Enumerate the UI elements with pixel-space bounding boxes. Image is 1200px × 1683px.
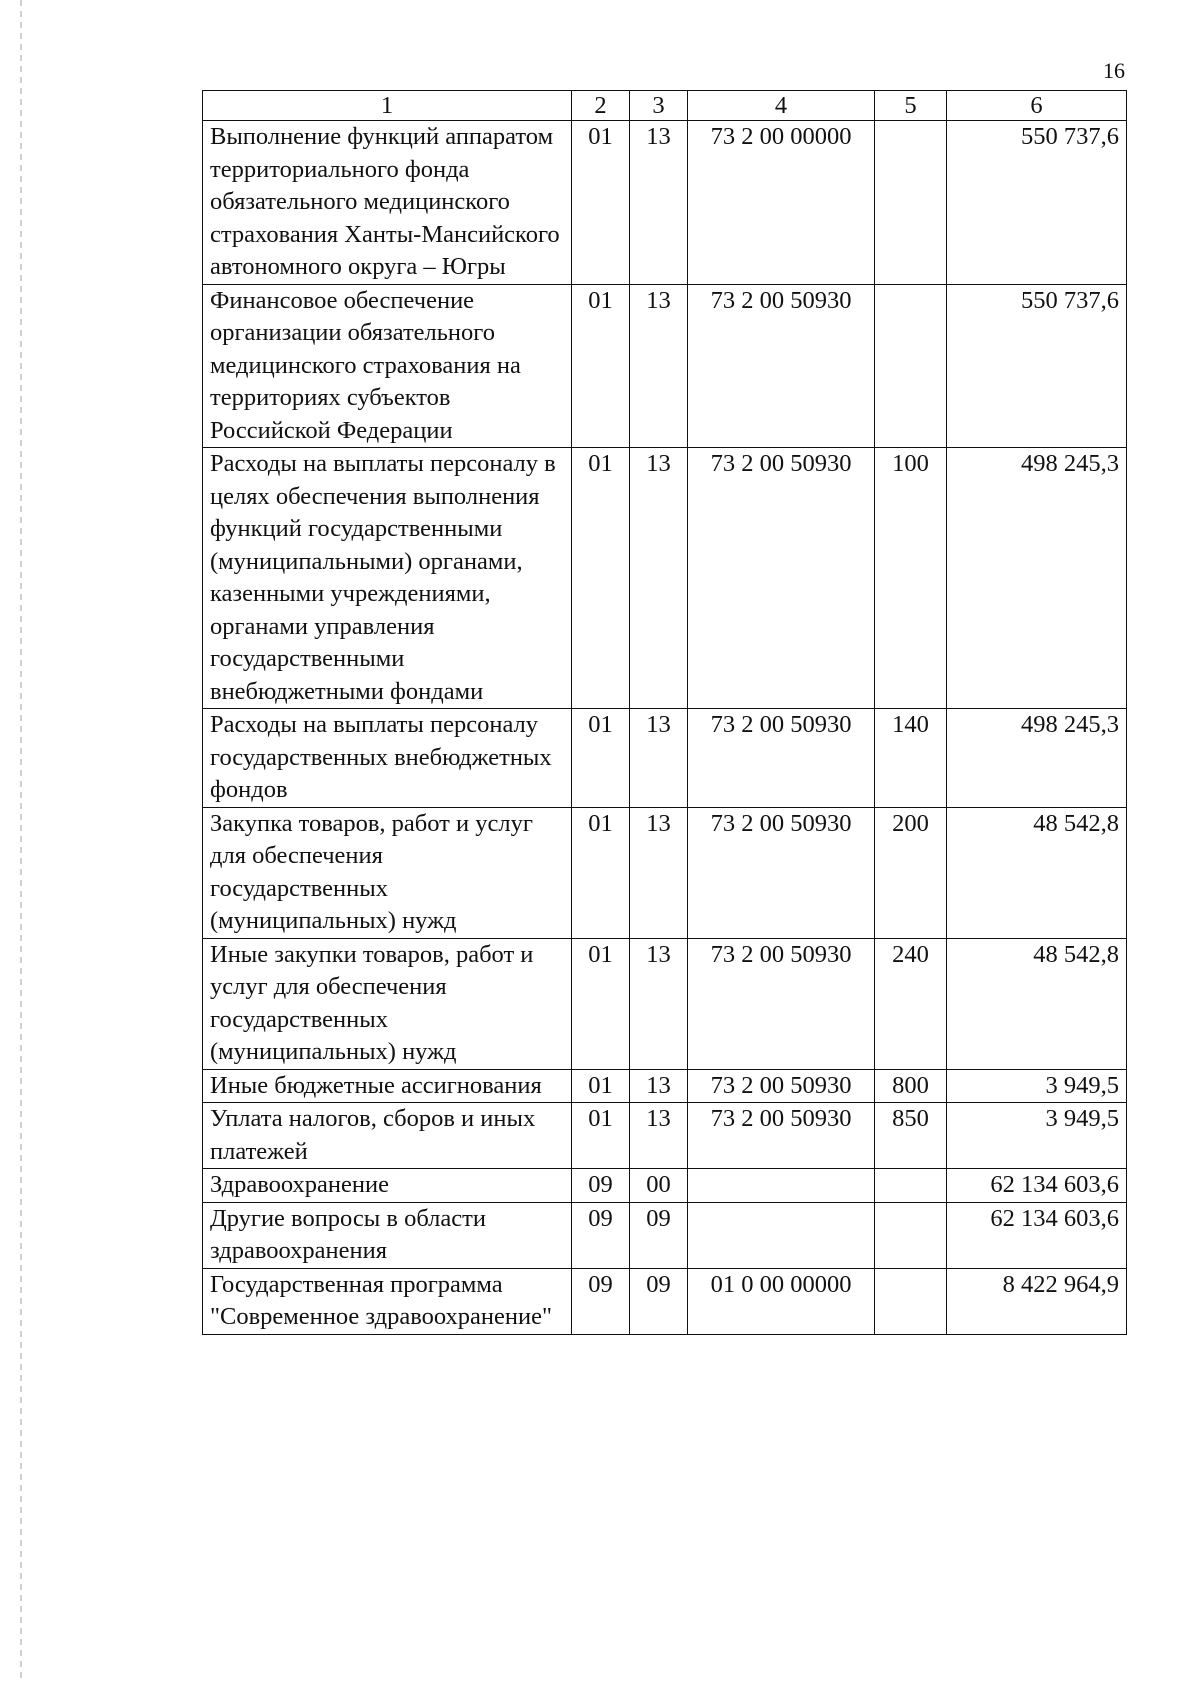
row-expense-type: [875, 1202, 947, 1268]
row-section-code: 01: [572, 709, 630, 808]
row-name: Иные закупки товаров, работ и услуг для обеспечения государственных (муниципальных) нужд: [203, 938, 572, 1069]
row-expense-type: [875, 121, 947, 285]
header-col-2: 2: [572, 91, 630, 121]
row-name: Уплата налогов, сборов и иных платежей: [203, 1103, 572, 1169]
row-section-code: 01: [572, 448, 630, 709]
row-subsection-code: 13: [630, 1069, 688, 1103]
row-subsection-code: 13: [630, 284, 688, 448]
header-col-5: 5: [875, 91, 947, 121]
table-row: [203, 1103, 1127, 1169]
row-expense-type: 850: [875, 1103, 947, 1169]
row-subsection-code: 13: [630, 938, 688, 1069]
row-target-article: 73 2 00 50930: [688, 938, 875, 1069]
row-target-article: 73 2 00 50930: [688, 807, 875, 938]
row-name: Выполнение функций аппаратом территориального фонда обязательного медицинского страхования Ханты-Мансийского автономного округа – Югры: [203, 121, 572, 285]
row-amount: 48 542,8: [947, 807, 1127, 938]
row-amount: 3 949,5: [947, 1103, 1127, 1169]
row-name: Расходы на выплаты персоналу государственных внебюджетных фондов: [203, 709, 572, 808]
table-row: [203, 1169, 1127, 1203]
row-section-code: 01: [572, 1069, 630, 1103]
row-target-article: 73 2 00 50930: [688, 709, 875, 808]
row-name: Иные бюджетные ассигнования: [203, 1069, 572, 1103]
row-section-code: 01: [572, 1103, 630, 1169]
table-row: [203, 709, 1127, 808]
row-section-code: 09: [572, 1169, 630, 1203]
header-col-6: 6: [947, 91, 1127, 121]
table-row: [203, 1069, 1127, 1103]
row-target-article: [688, 1169, 875, 1203]
row-subsection-code: 13: [630, 1103, 688, 1169]
row-expense-type: 140: [875, 709, 947, 808]
row-amount: 550 737,6: [947, 121, 1127, 285]
row-subsection-code: 13: [630, 448, 688, 709]
row-target-article: 73 2 00 50930: [688, 1069, 875, 1103]
header-col-3: 3: [630, 91, 688, 121]
row-target-article: 73 2 00 50930: [688, 448, 875, 709]
row-section-code: 01: [572, 121, 630, 285]
row-target-article: 73 2 00 50930: [688, 284, 875, 448]
row-name: Здравоохранение: [203, 1169, 572, 1203]
row-target-article: 73 2 00 50930: [688, 1103, 875, 1169]
table-row: [203, 448, 1127, 709]
row-amount: 498 245,3: [947, 709, 1127, 808]
row-section-code: 01: [572, 807, 630, 938]
row-amount: 62 134 603,6: [947, 1169, 1127, 1203]
row-name: Закупка товаров, работ и услуг для обеспечения государственных (муниципальных) нужд: [203, 807, 572, 938]
table-row: [203, 284, 1127, 448]
row-amount: 498 245,3: [947, 448, 1127, 709]
scan-edge-artifact: [20, 0, 22, 1683]
row-subsection-code: 09: [630, 1268, 688, 1334]
row-subsection-code: 13: [630, 121, 688, 285]
row-amount: 550 737,6: [947, 284, 1127, 448]
row-name: Государственная программа "Современное здравоохранение": [203, 1268, 572, 1334]
row-subsection-code: 13: [630, 807, 688, 938]
page-number: 16: [1103, 58, 1125, 83]
row-expense-type: [875, 284, 947, 448]
table-row: [203, 938, 1127, 1069]
row-name: Финансовое обеспечение организации обязательного медицинского страхования на территориях субъектов Российской Федерации: [203, 284, 572, 448]
row-amount: 8 422 964,9: [947, 1268, 1127, 1334]
row-subsection-code: 13: [630, 709, 688, 808]
row-name: Расходы на выплаты персоналу в целях обеспечения выполнения функций государственными (муниципальными) органами, казенными учреждениями, органами управления государственными внебюджетными фондами: [203, 448, 572, 709]
header-col-1: 1: [203, 91, 572, 121]
row-expense-type: 200: [875, 807, 947, 938]
row-expense-type: [875, 1169, 947, 1203]
row-target-article: 73 2 00 00000: [688, 121, 875, 285]
row-section-code: 09: [572, 1202, 630, 1268]
row-target-article: 01 0 00 00000: [688, 1268, 875, 1334]
row-amount: 62 134 603,6: [947, 1202, 1127, 1268]
row-expense-type: [875, 1268, 947, 1334]
row-expense-type: 240: [875, 938, 947, 1069]
row-subsection-code: 00: [630, 1169, 688, 1203]
row-section-code: 01: [572, 938, 630, 1069]
table-row: [203, 807, 1127, 938]
header-col-4: 4: [688, 91, 875, 121]
table-row: [203, 1268, 1127, 1334]
row-amount: 3 949,5: [947, 1069, 1127, 1103]
row-expense-type: 100: [875, 448, 947, 709]
row-amount: 48 542,8: [947, 938, 1127, 1069]
row-section-code: 01: [572, 284, 630, 448]
row-section-code: 09: [572, 1268, 630, 1334]
table-row: [203, 1202, 1127, 1268]
table-row: [203, 121, 1127, 285]
row-expense-type: 800: [875, 1069, 947, 1103]
budget-table: [202, 90, 1127, 1335]
row-name: Другие вопросы в области здравоохранения: [203, 1202, 572, 1268]
row-subsection-code: 09: [630, 1202, 688, 1268]
table-header-row: [203, 91, 1127, 121]
row-target-article: [688, 1202, 875, 1268]
